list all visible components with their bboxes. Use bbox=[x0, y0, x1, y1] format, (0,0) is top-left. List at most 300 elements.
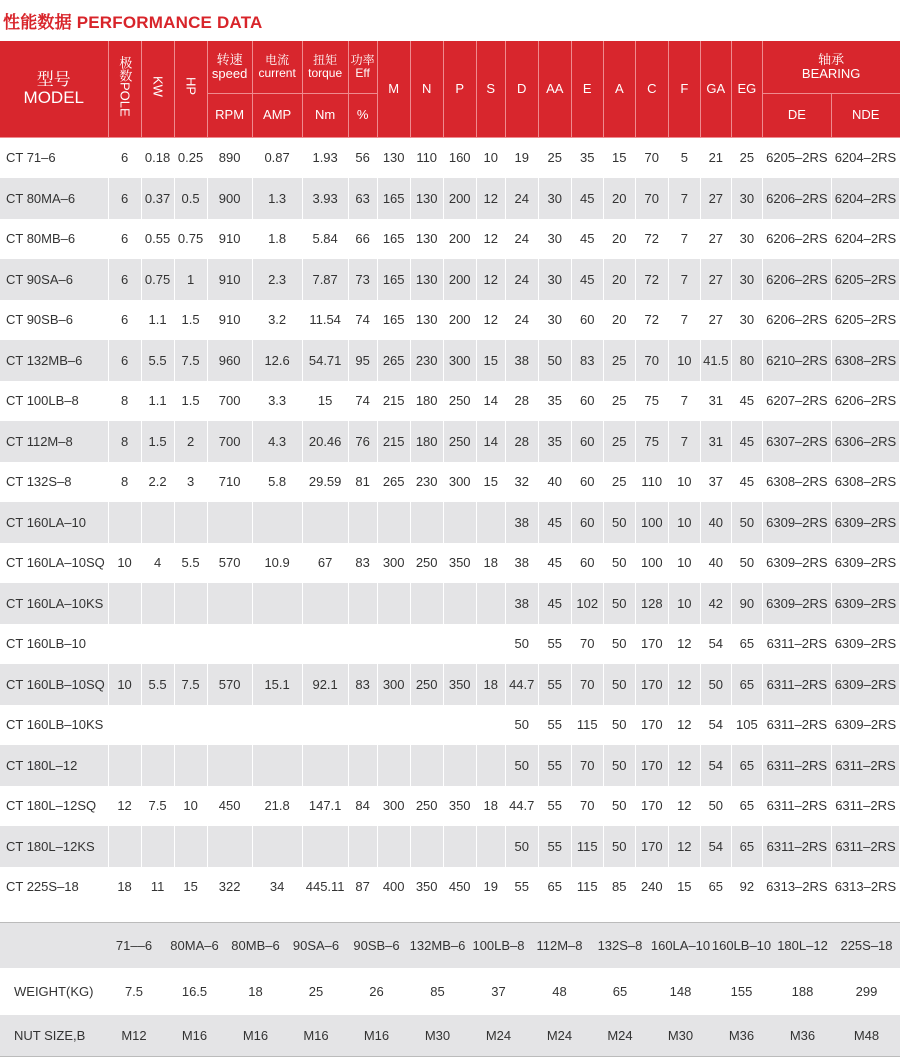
table-cell: 72 bbox=[635, 300, 668, 341]
table-cell: 12 bbox=[668, 745, 700, 786]
page-title: 性能数据 PERFORMANCE DATA bbox=[3, 13, 263, 32]
table-cell bbox=[377, 502, 410, 543]
table-cell: 1.5 bbox=[141, 421, 174, 462]
table-cell: 8 bbox=[108, 462, 141, 503]
table-cell: 66 bbox=[348, 219, 377, 260]
table-cell: 6309–2RS bbox=[762, 502, 831, 543]
table-cell bbox=[174, 745, 207, 786]
table-cell: 6309–2RS bbox=[831, 705, 899, 746]
model-cell: CT 180L–12KS bbox=[0, 826, 108, 867]
table-cell: 65 bbox=[731, 826, 762, 867]
table-cell: 115 bbox=[571, 867, 603, 908]
table-cell: 38 bbox=[505, 502, 538, 543]
model-cell: CT 132MB–6 bbox=[0, 340, 108, 381]
table-cell: 55 bbox=[538, 624, 571, 665]
table-row bbox=[0, 786, 900, 827]
table-cell: 60 bbox=[571, 300, 603, 341]
nut-size-cell: M12 bbox=[104, 1015, 164, 1057]
table-cell: 3.93 bbox=[302, 178, 348, 219]
table-cell: 18 bbox=[476, 786, 505, 827]
model-cell: CT 160LB–10KS bbox=[0, 705, 108, 746]
table-cell: 75 bbox=[635, 381, 668, 422]
table-cell bbox=[302, 745, 348, 786]
table-cell: 70 bbox=[571, 786, 603, 827]
table-cell: 50 bbox=[603, 705, 635, 746]
table-cell: 570 bbox=[207, 543, 252, 584]
table-cell: 95 bbox=[348, 340, 377, 381]
weight-model-cell: 71––6 bbox=[104, 923, 164, 969]
table-row bbox=[0, 543, 900, 584]
table-cell: 350 bbox=[443, 543, 476, 584]
table-cell: 6 bbox=[108, 340, 141, 381]
table-cell: 6309–2RS bbox=[831, 664, 899, 705]
performance-table bbox=[0, 41, 900, 907]
table-cell: 56 bbox=[348, 137, 377, 178]
table-cell bbox=[252, 745, 302, 786]
table-cell: 12.6 bbox=[252, 340, 302, 381]
nut-size-cell: M24 bbox=[529, 1015, 590, 1057]
table-row bbox=[0, 745, 900, 786]
table-row bbox=[0, 137, 900, 178]
table-cell bbox=[377, 826, 410, 867]
table-cell: 15 bbox=[174, 867, 207, 908]
table-cell bbox=[207, 502, 252, 543]
table-cell: 34 bbox=[252, 867, 302, 908]
table-cell: 6207–2RS bbox=[762, 381, 831, 422]
nut-size-cell: M48 bbox=[833, 1015, 900, 1057]
table-cell: 55 bbox=[538, 826, 571, 867]
model-cell: CT 132S–8 bbox=[0, 462, 108, 503]
table-cell: 130 bbox=[410, 178, 443, 219]
table-cell: 890 bbox=[207, 137, 252, 178]
table-cell: 55 bbox=[538, 786, 571, 827]
table-cell: 83 bbox=[571, 340, 603, 381]
header-torque: 扭矩 torque bbox=[302, 41, 348, 93]
table-cell: 50 bbox=[505, 705, 538, 746]
table-cell bbox=[443, 624, 476, 665]
table-cell: 300 bbox=[377, 664, 410, 705]
table-cell: 42 bbox=[700, 583, 731, 624]
table-cell: 6 bbox=[108, 259, 141, 300]
model-cell: CT 225S–18 bbox=[0, 867, 108, 908]
table-cell bbox=[302, 502, 348, 543]
header-dim-d: D bbox=[505, 41, 538, 137]
table-cell: 4.3 bbox=[252, 421, 302, 462]
table-cell: 44.7 bbox=[505, 786, 538, 827]
table-cell: 6309–2RS bbox=[831, 583, 899, 624]
weight-model-cell: 112M–8 bbox=[529, 923, 590, 969]
table-cell: 70 bbox=[571, 664, 603, 705]
table-cell: 28 bbox=[505, 421, 538, 462]
table-row bbox=[0, 462, 900, 503]
nut-size-cell: M36 bbox=[711, 1015, 772, 1057]
header-dim-m: M bbox=[377, 41, 410, 137]
table-cell: 165 bbox=[377, 219, 410, 260]
table-cell: 54 bbox=[700, 745, 731, 786]
table-cell: 6311–2RS bbox=[762, 705, 831, 746]
table-cell: 900 bbox=[207, 178, 252, 219]
table-cell: 25 bbox=[603, 340, 635, 381]
table-cell: 38 bbox=[505, 340, 538, 381]
nut-size-cell: M30 bbox=[407, 1015, 468, 1057]
model-cell: CT 90SB–6 bbox=[0, 300, 108, 341]
table-cell: 50 bbox=[505, 745, 538, 786]
table-cell: 322 bbox=[207, 867, 252, 908]
table-cell: 45 bbox=[571, 259, 603, 300]
table-cell: 60 bbox=[571, 421, 603, 462]
weight-model-cell: 132MB–6 bbox=[407, 923, 468, 969]
table-cell: 5.5 bbox=[141, 664, 174, 705]
weight-cell: 18 bbox=[225, 968, 286, 1015]
table-cell: 170 bbox=[635, 745, 668, 786]
table-cell: 100 bbox=[635, 502, 668, 543]
table-row bbox=[0, 178, 900, 219]
table-cell: 20 bbox=[603, 300, 635, 341]
table-cell: 70 bbox=[635, 340, 668, 381]
table-cell: 170 bbox=[635, 705, 668, 746]
table-cell: 6205–2RS bbox=[762, 137, 831, 178]
table-cell: 165 bbox=[377, 300, 410, 341]
table-cell: 6204–2RS bbox=[831, 219, 899, 260]
table-cell: 27 bbox=[700, 300, 731, 341]
table-cell: 74 bbox=[348, 300, 377, 341]
table-cell bbox=[108, 745, 141, 786]
table-cell bbox=[108, 583, 141, 624]
nut-size-label: NUT SIZE,B bbox=[0, 1015, 104, 1057]
header-kw: KW bbox=[141, 41, 174, 137]
table-cell: 130 bbox=[410, 300, 443, 341]
table-cell: 65 bbox=[538, 867, 571, 908]
table-cell bbox=[207, 826, 252, 867]
table-cell: 0.75 bbox=[174, 219, 207, 260]
table-cell bbox=[141, 745, 174, 786]
table-cell: 230 bbox=[410, 340, 443, 381]
weight-cell: 188 bbox=[772, 968, 833, 1015]
table-cell: 70 bbox=[635, 178, 668, 219]
table-cell: 7 bbox=[668, 259, 700, 300]
table-cell: 960 bbox=[207, 340, 252, 381]
model-cell: CT 80MA–6 bbox=[0, 178, 108, 219]
table-cell: 6311–2RS bbox=[831, 745, 899, 786]
table-cell: 37 bbox=[700, 462, 731, 503]
table-cell: 74 bbox=[348, 381, 377, 422]
table-cell: 2.3 bbox=[252, 259, 302, 300]
table-cell: 19 bbox=[476, 867, 505, 908]
table-cell: 27 bbox=[700, 259, 731, 300]
table-cell: 710 bbox=[207, 462, 252, 503]
table-cell: 1.1 bbox=[141, 300, 174, 341]
table-cell: 230 bbox=[410, 462, 443, 503]
header-speed: 转速 speed bbox=[207, 41, 252, 93]
table-cell: 50 bbox=[700, 786, 731, 827]
table-cell: 19 bbox=[505, 137, 538, 178]
nut-size-cell: M16 bbox=[225, 1015, 286, 1057]
table-cell: 20.46 bbox=[302, 421, 348, 462]
table-cell: 215 bbox=[377, 421, 410, 462]
table-cell: 5.5 bbox=[174, 543, 207, 584]
weight-model-cell: 180L–12 bbox=[772, 923, 833, 969]
table-cell: 11.54 bbox=[302, 300, 348, 341]
table-cell: 72 bbox=[635, 219, 668, 260]
table-cell: 76 bbox=[348, 421, 377, 462]
table-cell: 50 bbox=[603, 583, 635, 624]
table-cell: 83 bbox=[348, 664, 377, 705]
table-cell bbox=[348, 705, 377, 746]
weight-model-cell: 90SB–6 bbox=[346, 923, 407, 969]
table-cell: 11 bbox=[141, 867, 174, 908]
table-cell bbox=[207, 745, 252, 786]
weight-cell: 16.5 bbox=[164, 968, 225, 1015]
table-cell: 15 bbox=[476, 462, 505, 503]
table-cell: 60 bbox=[571, 502, 603, 543]
weight-cell: 85 bbox=[407, 968, 468, 1015]
nut-size-cell: M36 bbox=[772, 1015, 833, 1057]
table-cell: 50 bbox=[505, 624, 538, 665]
table-cell: 0.87 bbox=[252, 137, 302, 178]
table-cell: 60 bbox=[571, 543, 603, 584]
table-cell: 445.11 bbox=[302, 867, 348, 908]
table-cell bbox=[410, 624, 443, 665]
table-cell bbox=[302, 826, 348, 867]
table-cell: 350 bbox=[410, 867, 443, 908]
table-cell: 10 bbox=[668, 543, 700, 584]
weight-cell: 148 bbox=[650, 968, 711, 1015]
weight-model-cell: 160LA–10 bbox=[650, 923, 711, 969]
table-cell: 240 bbox=[635, 867, 668, 908]
table-cell: 50 bbox=[603, 786, 635, 827]
model-cell: CT 160LB–10 bbox=[0, 624, 108, 665]
table-cell bbox=[443, 826, 476, 867]
table-cell: 25 bbox=[731, 137, 762, 178]
table-cell bbox=[476, 705, 505, 746]
table-cell bbox=[348, 583, 377, 624]
table-cell: 700 bbox=[207, 421, 252, 462]
weight-label: WEIGHT(KG) bbox=[0, 968, 104, 1015]
table-cell: 87 bbox=[348, 867, 377, 908]
nut-size-cell: M16 bbox=[164, 1015, 225, 1057]
table-cell bbox=[302, 705, 348, 746]
header-dim-ga: GA bbox=[700, 41, 731, 137]
table-cell: 50 bbox=[603, 826, 635, 867]
table-cell bbox=[377, 624, 410, 665]
table-cell: 450 bbox=[443, 867, 476, 908]
table-cell: 10.9 bbox=[252, 543, 302, 584]
table-cell: 12 bbox=[668, 705, 700, 746]
table-cell: 75 bbox=[635, 421, 668, 462]
table-cell: 50 bbox=[505, 826, 538, 867]
table-cell: 6308–2RS bbox=[762, 462, 831, 503]
weight-cell: 25 bbox=[286, 968, 346, 1015]
table-cell: 12 bbox=[668, 624, 700, 665]
header-pole: 极数POLE bbox=[108, 41, 141, 137]
table-cell bbox=[108, 502, 141, 543]
table-cell: 12 bbox=[476, 300, 505, 341]
header-de: DE bbox=[762, 93, 831, 137]
model-cell: CT 71–6 bbox=[0, 137, 108, 178]
table-cell: 25 bbox=[603, 381, 635, 422]
table-cell: 350 bbox=[443, 786, 476, 827]
table-row bbox=[0, 624, 900, 665]
table-cell: 55 bbox=[505, 867, 538, 908]
table-cell bbox=[302, 624, 348, 665]
table-cell: 165 bbox=[377, 178, 410, 219]
table-cell: 54 bbox=[700, 624, 731, 665]
table-cell: 50 bbox=[603, 664, 635, 705]
table-cell: 60 bbox=[571, 462, 603, 503]
table-cell: 170 bbox=[635, 664, 668, 705]
table-cell bbox=[141, 826, 174, 867]
table-row bbox=[0, 664, 900, 705]
table-cell: 80 bbox=[731, 340, 762, 381]
table-cell: 6204–2RS bbox=[831, 137, 899, 178]
table-cell: 20 bbox=[603, 259, 635, 300]
table-cell: 6313–2RS bbox=[762, 867, 831, 908]
table-cell: 30 bbox=[731, 259, 762, 300]
table-cell bbox=[410, 745, 443, 786]
weight-cell: 65 bbox=[590, 968, 650, 1015]
table-cell: 6210–2RS bbox=[762, 340, 831, 381]
table-cell: 102 bbox=[571, 583, 603, 624]
table-cell: 45 bbox=[571, 219, 603, 260]
table-cell: 3.2 bbox=[252, 300, 302, 341]
header-dim-s: S bbox=[476, 41, 505, 137]
table-cell: 55 bbox=[538, 745, 571, 786]
table-cell: 6204–2RS bbox=[831, 178, 899, 219]
table-cell: 130 bbox=[377, 137, 410, 178]
table-cell: 28 bbox=[505, 381, 538, 422]
header-eff-unit: % bbox=[348, 93, 377, 137]
table-cell: 6309–2RS bbox=[831, 624, 899, 665]
table-cell: 10 bbox=[668, 462, 700, 503]
table-cell: 50 bbox=[603, 543, 635, 584]
table-cell: 910 bbox=[207, 300, 252, 341]
table-cell bbox=[476, 826, 505, 867]
table-cell: 910 bbox=[207, 219, 252, 260]
table-cell: 18 bbox=[108, 867, 141, 908]
weight-cell: 7.5 bbox=[104, 968, 164, 1015]
table-cell: 12 bbox=[668, 826, 700, 867]
model-cell: CT 100LB–8 bbox=[0, 381, 108, 422]
table-cell: 30 bbox=[538, 219, 571, 260]
table-cell: 3 bbox=[174, 462, 207, 503]
header-dim-c: C bbox=[635, 41, 668, 137]
table-cell: 81 bbox=[348, 462, 377, 503]
table-cell: 25 bbox=[538, 137, 571, 178]
table-cell: 6309–2RS bbox=[762, 583, 831, 624]
table-cell bbox=[443, 745, 476, 786]
table-cell: 31 bbox=[700, 421, 731, 462]
table-cell: 10 bbox=[174, 786, 207, 827]
table-cell: 910 bbox=[207, 259, 252, 300]
table-cell: 6 bbox=[108, 137, 141, 178]
table-cell: 570 bbox=[207, 664, 252, 705]
table-cell: 7 bbox=[668, 300, 700, 341]
header-model-cn: 型号 bbox=[36, 69, 71, 89]
table-cell: 41.5 bbox=[700, 340, 731, 381]
table-cell: 12 bbox=[668, 664, 700, 705]
table-cell: 45 bbox=[731, 462, 762, 503]
table-cell: 50 bbox=[538, 340, 571, 381]
table-cell: 65 bbox=[731, 664, 762, 705]
table-cell: 72 bbox=[635, 259, 668, 300]
table-cell: 147.1 bbox=[302, 786, 348, 827]
table-cell: 50 bbox=[731, 502, 762, 543]
table-cell: 63 bbox=[348, 178, 377, 219]
table-cell: 350 bbox=[443, 664, 476, 705]
table-row bbox=[0, 502, 900, 543]
table-cell bbox=[302, 583, 348, 624]
table-cell: 300 bbox=[443, 340, 476, 381]
weight-cell: 299 bbox=[833, 968, 900, 1015]
table-cell: 65 bbox=[700, 867, 731, 908]
header-dim-aa: AA bbox=[538, 41, 571, 137]
table-cell: 250 bbox=[410, 664, 443, 705]
table-cell: 6 bbox=[108, 219, 141, 260]
table-cell bbox=[207, 583, 252, 624]
model-cell: CT 160LA–10KS bbox=[0, 583, 108, 624]
table-cell bbox=[141, 705, 174, 746]
table-cell: 25 bbox=[603, 421, 635, 462]
table-cell: 0.18 bbox=[141, 137, 174, 178]
table-cell: 38 bbox=[505, 583, 538, 624]
nut-size-cell: M24 bbox=[468, 1015, 529, 1057]
table-row bbox=[0, 381, 900, 422]
table-cell: 18 bbox=[476, 543, 505, 584]
table-cell: 38 bbox=[505, 543, 538, 584]
nut-size-cell: M30 bbox=[650, 1015, 711, 1057]
table-cell: 170 bbox=[635, 826, 668, 867]
table-cell: 2 bbox=[174, 421, 207, 462]
header-hp: HP bbox=[174, 41, 207, 137]
table-cell: 7 bbox=[668, 381, 700, 422]
table-cell: 35 bbox=[538, 381, 571, 422]
table-cell: 400 bbox=[377, 867, 410, 908]
table-cell: 45 bbox=[731, 381, 762, 422]
weight-model-cell: 160LB–10 bbox=[711, 923, 772, 969]
table-cell bbox=[252, 705, 302, 746]
table-cell: 115 bbox=[571, 705, 603, 746]
table-cell: 12 bbox=[476, 178, 505, 219]
table-cell: 84 bbox=[348, 786, 377, 827]
nut-size-cell: M16 bbox=[286, 1015, 346, 1057]
table-cell bbox=[410, 826, 443, 867]
table-cell: 6311–2RS bbox=[762, 624, 831, 665]
table-cell: 7.5 bbox=[174, 664, 207, 705]
table-cell: 29.59 bbox=[302, 462, 348, 503]
header-dim-e: E bbox=[571, 41, 603, 137]
weight-model-cell: 90SA–6 bbox=[286, 923, 346, 969]
table-cell: 110 bbox=[410, 137, 443, 178]
table-cell: 6 bbox=[108, 300, 141, 341]
table-cell: 30 bbox=[731, 178, 762, 219]
table-cell: 67 bbox=[302, 543, 348, 584]
table-cell: 200 bbox=[443, 219, 476, 260]
table-cell: 30 bbox=[731, 300, 762, 341]
table-cell: 6311–2RS bbox=[762, 664, 831, 705]
table-row bbox=[0, 867, 900, 908]
table-cell: 1 bbox=[174, 259, 207, 300]
table-cell: 45 bbox=[538, 583, 571, 624]
table-cell: 44.7 bbox=[505, 664, 538, 705]
table-cell: 92 bbox=[731, 867, 762, 908]
header-dim-p: P bbox=[443, 41, 476, 137]
table-cell: 265 bbox=[377, 340, 410, 381]
table-cell: 92.1 bbox=[302, 664, 348, 705]
table-cell: 300 bbox=[377, 786, 410, 827]
table-cell: 73 bbox=[348, 259, 377, 300]
header-model bbox=[0, 41, 108, 137]
header-speed-unit: RPM bbox=[207, 93, 252, 137]
